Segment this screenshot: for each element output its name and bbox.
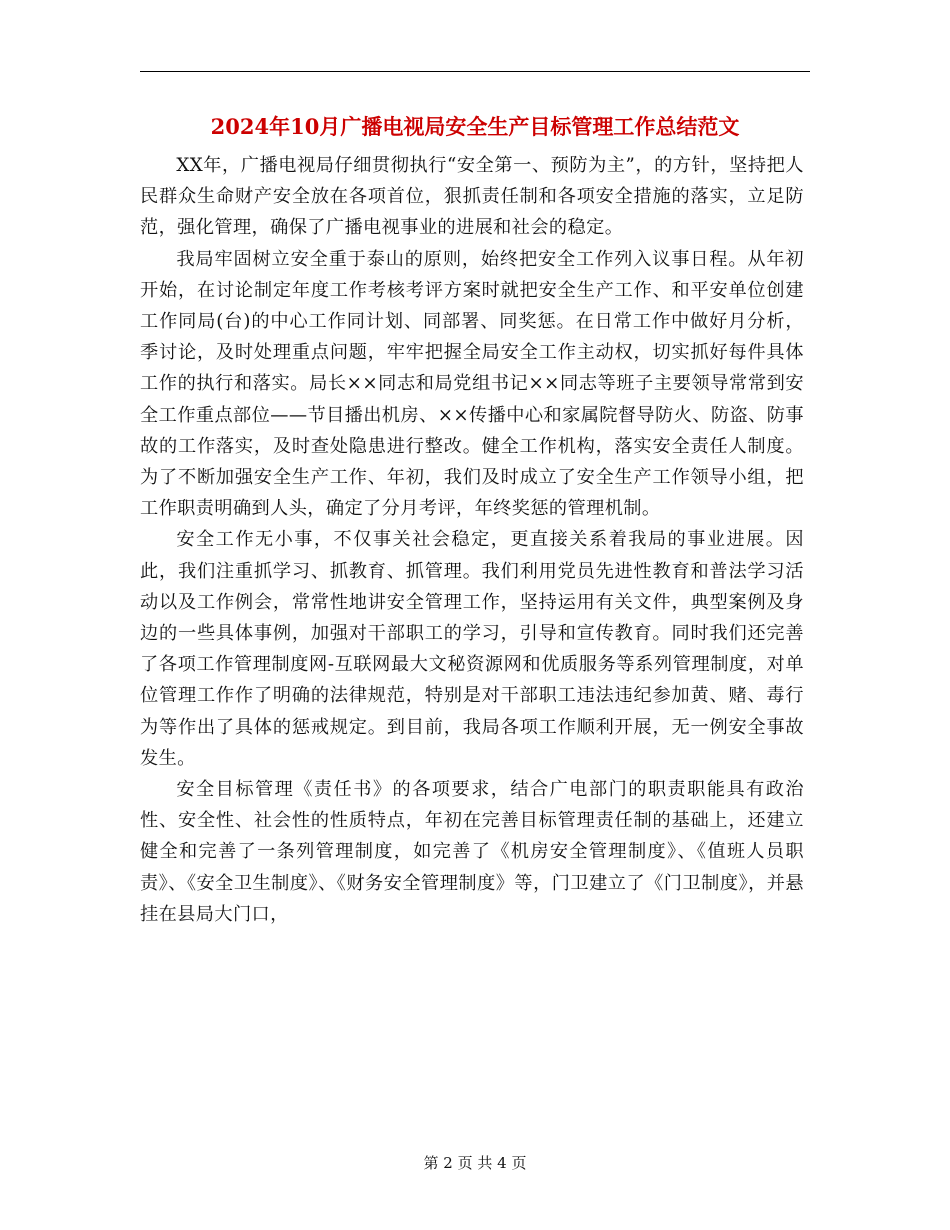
paragraph: 安全目标管理《责任书》的各项要求，结合广电部门的职责职能具有政治性、安全性、社会性的性质特点，年初在完善目标管理责任制的基础上，还建立健全和完善了一条列管理制度，如完善了《机房安全管理制度》、《值班人员职责》、《安全卫生制度》、《财务安全管理制度》等，门卫建立了《门卫制度》，并悬挂在县局大门口， <box>140 779 804 925</box>
page-number: 第 2 页 共 4 页 <box>423 1154 527 1172</box>
paragraph: 我局牢固树立安全重于泰山的原则，始终把安全工作列入议事日程。从年初开始，在讨论制定年度工作考核考评方案时就把安全生产工作、和平安单位创建工作同局(台)的中心工作同计划、同部署、同奖惩。在日常工作中做好月分析，季讨论，及时处理重点问题，牢牢把握全局安全工作主动权，切实抓好每件具体工作的执行和落实。局长××同志和局党组书记××同志等班子主要领导常常到安全工作重点部位——节目播出机房、××传播中心和家属院督导防火、防盗、防事故的工作落实，及时查处隐患进行整改。健全工作机构，落实安全责任人制度。为了不断加强安全生产工作、年初，我们及时成立了安全生产工作领导小组，把工作职责明确到人头，确定了分月考评，年终奖惩的管理机制。 <box>140 248 804 520</box>
document-body <box>140 150 804 930</box>
paragraph: XX年，广播电视局仔细贯彻执行“安全第一、预防为主”，的方针，坚持把人民群众生命财产安全放在各项首位，狠抓责任制和各项安全措施的落实，立足防范，强化管理，确保了广播电视事业的进展和社会的稳定。 <box>140 155 804 239</box>
paragraph: 安全工作无小事，不仅事关社会稳定，更直接关系着我局的事业进展。因此，我们注重抓学习、抓教育、抓管理。我们利用党员先进性教育和普法学习活动以及工作例会，常常性地讲安全管理工作，坚持运用有关文件，典型案例及身边的一些具体事例，加强对干部职工的学习，引导和宣传教育。同时我们还完善了各项工作管理制度网-互联网最大文秘资源网和优质服务等系列管理制度，对单位管理工作作了明确的法律规范，特别是对干部职工违法违纪参加黄、赌、毒行为等作出了具体的惩戒规定。到目前，我局各项工作顺利开展，无一例安全事故发生。 <box>140 529 804 769</box>
document-title: 2024年10月广播电视局安全生产目标管理工作总结范文 <box>210 114 740 139</box>
header-rule <box>140 71 810 72</box>
